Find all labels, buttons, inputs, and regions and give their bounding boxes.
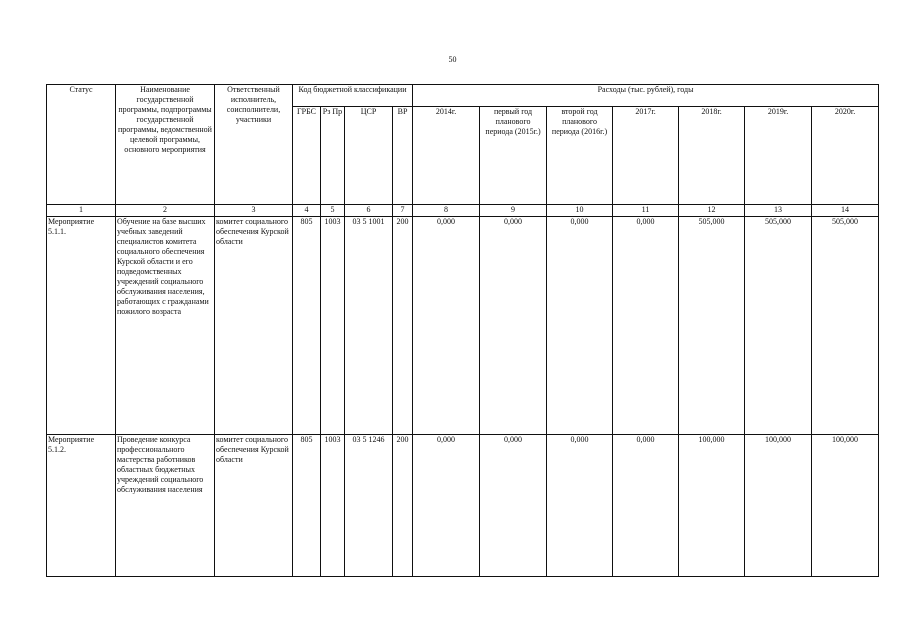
row-value-2020: 505,000 — [812, 217, 879, 435]
row-name: Обучение на базе высших учебных заведений специалистов комитета социального обеспечения Курской области и его подведомственных учреждений социального обслуживания населения, работающих с гражданами пожилого возраста — [116, 217, 215, 435]
column-number: 3 — [215, 205, 293, 217]
row-value-2018: 100,000 — [679, 435, 745, 577]
row-executor: комитет социального обеспечения Курской области — [215, 217, 293, 435]
header-2014: 2014г. — [413, 107, 480, 205]
column-number: 10 — [547, 205, 613, 217]
table-row — [47, 217, 879, 435]
row-name: Проведение конкурса профессионального мастерства работников областных бюджетных учреждений социального обслуживания населения — [116, 435, 215, 577]
column-number: 11 — [613, 205, 679, 217]
column-number: 13 — [745, 205, 812, 217]
column-number: 8 — [413, 205, 480, 217]
row-grbs: 805 — [293, 435, 321, 577]
table-row — [47, 435, 879, 577]
budget-table — [46, 84, 879, 577]
row-value-2020: 100,000 — [812, 435, 879, 577]
row-value-2017: 0,000 — [613, 217, 679, 435]
column-number: 6 — [345, 205, 393, 217]
header-status: Статус — [47, 85, 116, 205]
row-value-2018: 505,000 — [679, 217, 745, 435]
header-grbs: ГРБС — [293, 107, 321, 205]
row-value-2015: 0,000 — [480, 217, 547, 435]
row-vr: 200 — [393, 217, 413, 435]
row-value-2019: 505,000 — [745, 217, 812, 435]
header-name: Наименование государственной программы, подпрограммы государственной программы, ведомственной целевой программы, основного мероприятия — [116, 85, 215, 205]
row-grbs: 805 — [293, 217, 321, 435]
row-value-2014: 0,000 — [413, 435, 480, 577]
header-2020: 2020г. — [812, 107, 879, 205]
row-csr: 03 5 1001 — [345, 217, 393, 435]
header-2019: 2019г. — [745, 107, 812, 205]
header-executor: Ответственный исполнитель, соисполнители, участники — [215, 85, 293, 205]
header-csr: ЦСР — [345, 107, 393, 205]
column-number: 5 — [321, 205, 345, 217]
header-budget-code: Код бюджетной классификации — [293, 85, 413, 107]
row-status: Мероприятие 5.1.1. — [47, 217, 116, 435]
header-rzpr: Рз Пр — [321, 107, 345, 205]
column-number: 4 — [293, 205, 321, 217]
column-number-row — [47, 205, 879, 217]
column-number: 1 — [47, 205, 116, 217]
row-status: Мероприятие 5.1.2. — [47, 435, 116, 577]
header-2018: 2018г. — [679, 107, 745, 205]
column-number: 9 — [480, 205, 547, 217]
row-value-2014: 0,000 — [413, 217, 480, 435]
header-vr: ВР — [393, 107, 413, 205]
header-expenses: Расходы (тыс. рублей), годы — [413, 85, 879, 107]
row-vr: 200 — [393, 435, 413, 577]
row-value-2016: 0,000 — [547, 435, 613, 577]
row-value-2019: 100,000 — [745, 435, 812, 577]
column-number: 14 — [812, 205, 879, 217]
column-number: 7 — [393, 205, 413, 217]
row-value-2015: 0,000 — [480, 435, 547, 577]
header-row-top — [47, 85, 879, 107]
row-rzpr: 1003 — [321, 217, 345, 435]
row-executor: комитет социального обеспечения Курской области — [215, 435, 293, 577]
header-2015: первый год планового периода (2015г.) — [480, 107, 547, 205]
header-2017: 2017г. — [613, 107, 679, 205]
row-value-2017: 0,000 — [613, 435, 679, 577]
column-number: 12 — [679, 205, 745, 217]
column-number: 2 — [116, 205, 215, 217]
row-rzpr: 1003 — [321, 435, 345, 577]
row-csr: 03 5 1246 — [345, 435, 393, 577]
page-number: 50 — [448, 55, 457, 64]
row-value-2016: 0,000 — [547, 217, 613, 435]
header-2016: второй год планового периода (2016г.) — [547, 107, 613, 205]
